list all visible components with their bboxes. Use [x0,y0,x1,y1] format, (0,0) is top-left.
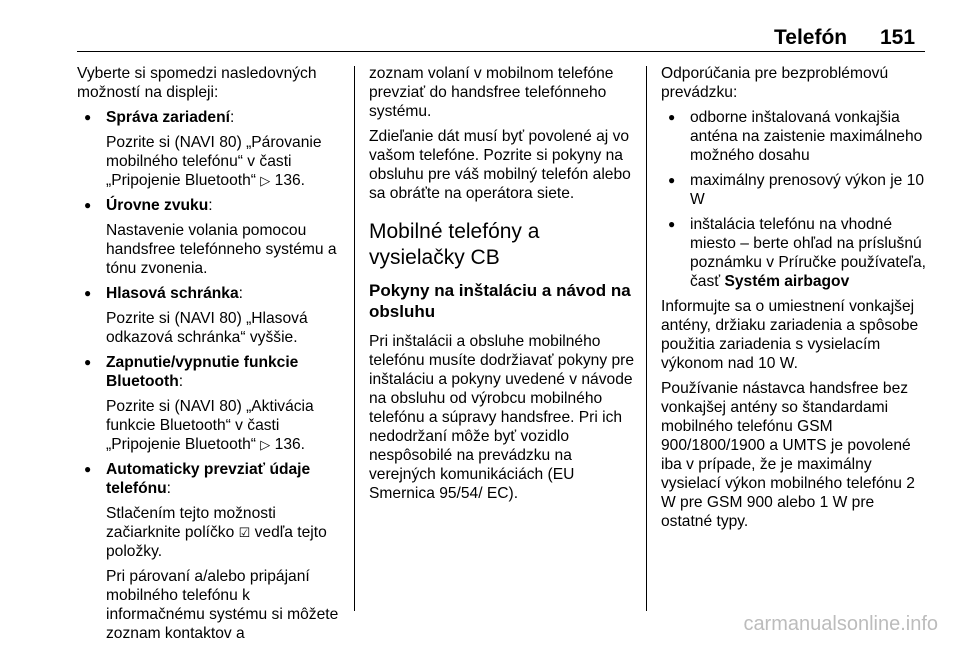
item-description: Pri párovaní a/alebo pripájaní mobilného telefónu k informačnému systému si môžete zoznam kontaktov a [106,568,339,642]
checkbox-icon: ☑ [238,525,251,540]
column-divider [354,66,355,611]
arrow-reference-icon: ▷ [260,173,271,188]
arrow-reference-icon: ▷ [260,437,271,452]
body-text: zoznam volaní v mobilnom telefóne prevziať do handsfree telefónneho systému. [369,65,614,120]
section-heading: Mobilné telefóny a vysielačky CB [369,220,540,269]
body-text: Používanie nástavca handsfree bez vonkajšej antény so štandardami mobilného telefónu GSM 900/1800/1900 a UMTS je povolené iba v prípade, že je maximálny vysielací výkon mobilného telefónu 2 W pre GSM 900 alebo 1 W pre ostatné typy. [661,380,915,530]
list-item: ● Hlasová schránka: [77,284,345,303]
column-divider [646,66,647,611]
column-2 [369,64,637,509]
header-rule [77,51,925,52]
item-description: Pozrite si (NAVI 80) „Párovanie mobilného telefónu“ v časti „Pripojenie Bluetooth“ ▷ 136. [106,134,322,189]
item-description: Pozrite si (NAVI 80) „Hlasová odkazová schránka“ vyššie. [106,310,308,346]
list-item: ● inštalácia telefónu na vhodné miesto – berte ohľad na príslušnú poznámku v Príručke používateľa, časť Systém airbagov [661,215,929,291]
page-number: 151 [880,26,916,49]
intro-text: Vyberte si spomedzi nasledovných možností na displeji: [77,65,317,101]
item-description: Nastavenie volania pomocou handsfree telefónneho systému a tónu zvonenia. [106,222,337,277]
column-3 [661,64,929,537]
intro-text: Odporúčania pre bezproblémovú prevádzku: [661,65,889,101]
page-title: Telefón [774,26,848,49]
item-description: Stlačením tejto možnosti začiarknite políčko ☑ vedľa tejto položky. [106,505,327,560]
list-item: ● Automaticky prevziať údaje telefónu: [77,460,345,498]
list-item: ● Úrovne zvuku: [77,196,345,215]
body-text: Pri inštalácii a obsluhe mobilného telefónu musíte dodržiavať pokyny pre inštaláciu a pokyny uvedené v návode na obsluhu od výrobcu mobilného telefónu a súpravy handsfree. Pri ich nedodržaní môže byť vozidlo nespôsobilé na prevádzku na verejných komunikáciách (EU Smernica 95/54/ EC). [369,333,635,502]
body-text: Informujte sa o umiestnení vonkajšej antény, držiaku zariadenia a spôsobe použitia zariadenia s vysielacím výkonom nad 10 W. [661,298,919,372]
subsection-heading: Pokyny na inštaláciu a návod na obsluhu [369,281,631,321]
column-1 [77,64,345,649]
watermark: carmanualsonline.info [743,613,938,635]
list-item: ● Zapnutie/vypnutie funkcie Bluetooth: [77,353,345,391]
body-text: Zdieľanie dát musí byť povolené aj vo vašom telefóne. Pozrite si pokyny na obsluhu pre váš mobilný telefón alebo sa obráťte na operátora siete. [369,128,631,202]
list-item: ● maximálny prenosový výkon je 10 W [661,171,929,209]
item-description: Pozrite si (NAVI 80) „Aktivácia funkcie Bluetooth“ v časti „Pripojenie Bluetooth“ ▷ 136. [106,398,314,453]
page-header [0,26,960,50]
list-item: ● Správa zariadení: [77,108,345,127]
list-item: ● odborne inštalovaná vonkajšia anténa na zaistenie maximálneho možného dosahu [661,108,929,165]
